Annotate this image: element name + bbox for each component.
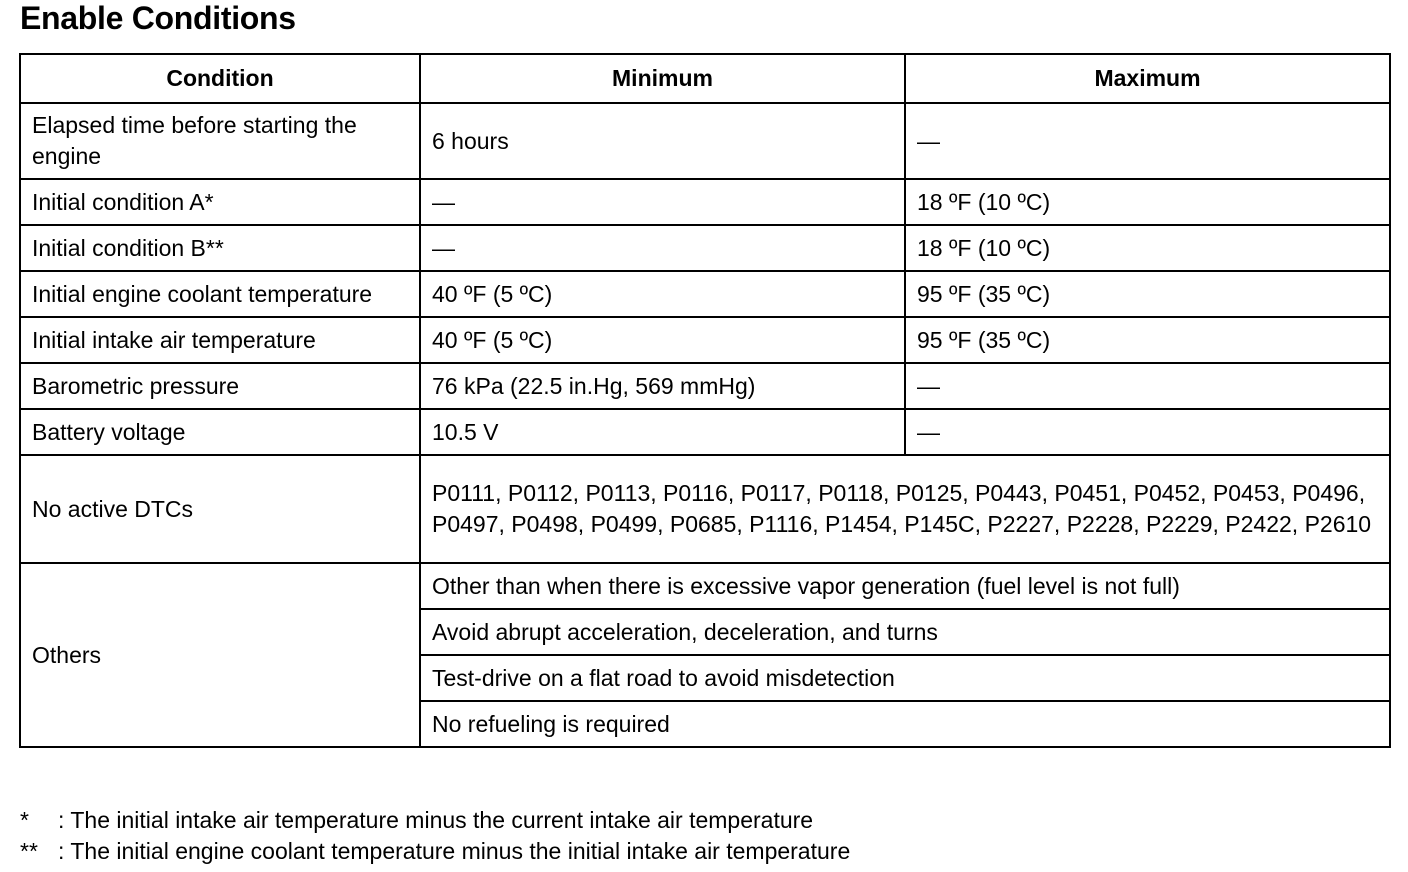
minimum-cell: — [420,179,905,225]
footnote-mark: * [20,807,29,833]
dtc-list-cell: P0111, P0112, P0113, P0116, P0117, P0118, P0125, P0443, P0451, P0452, P0453, P0496, P0497, P0498, P0499, P0685, P1116, P1454, P145C, P2227, P2228, P2229, P2422, P2610 [420,455,1390,563]
minimum-cell: 76 kPa (22.5 in.Hg, 569 mmHg) [420,363,905,409]
header-condition: Condition [20,54,420,103]
condition-cell: Elapsed time before starting the engine [20,103,420,179]
minimum-cell: 10.5 V [420,409,905,455]
footnote-text: : The initial intake air temperature minus the current intake air temperature [58,807,814,833]
table-row [20,225,1390,271]
dtc-row [20,455,1390,563]
footnote [20,805,850,836]
page-title: Enable Conditions [20,0,296,36]
maximum-cell: 18 ºF (10 ºC) [905,225,1390,271]
condition-cell: Initial condition B** [20,225,420,271]
table-row [20,409,1390,455]
header-minimum: Minimum [420,54,905,103]
condition-cell: No active DTCs [20,455,420,563]
footnote-text: : The initial engine coolant temperature minus the initial intake air temperature [58,838,851,864]
table-row [20,179,1390,225]
minimum-cell: 40 ºF (5 ºC) [420,317,905,363]
header-maximum: Maximum [905,54,1390,103]
condition-cell: Others [20,563,420,747]
maximum-cell: 95 ºF (35 ºC) [905,317,1390,363]
minimum-cell: 6 hours [420,103,905,179]
others-item-cell: No refueling is required [420,701,1390,747]
footnote-mark: ** [20,838,38,864]
maximum-cell: — [905,409,1390,455]
minimum-cell: — [420,225,905,271]
condition-cell: Barometric pressure [20,363,420,409]
table-row [20,103,1390,179]
others-row [20,563,1390,609]
enable-conditions-table [19,53,1391,748]
condition-cell: Battery voltage [20,409,420,455]
table-row [20,317,1390,363]
maximum-cell: 18 ºF (10 ºC) [905,179,1390,225]
footnote [20,836,850,867]
table-row [20,363,1390,409]
condition-cell: Initial engine coolant temperature [20,271,420,317]
condition-cell: Initial condition A* [20,179,420,225]
footnotes [20,805,850,867]
maximum-cell: — [905,363,1390,409]
others-item-cell: Avoid abrupt acceleration, deceleration, and turns [420,609,1390,655]
minimum-cell: 40 ºF (5 ºC) [420,271,905,317]
others-item-cell: Other than when there is excessive vapor generation (fuel level is not full) [420,563,1390,609]
condition-cell: Initial intake air temperature [20,317,420,363]
maximum-cell: — [905,103,1390,179]
others-item-cell: Test-drive on a flat road to avoid misdetection [420,655,1390,701]
maximum-cell: 95 ºF (35 ºC) [905,271,1390,317]
table-row [20,271,1390,317]
table-header-row [20,54,1390,103]
